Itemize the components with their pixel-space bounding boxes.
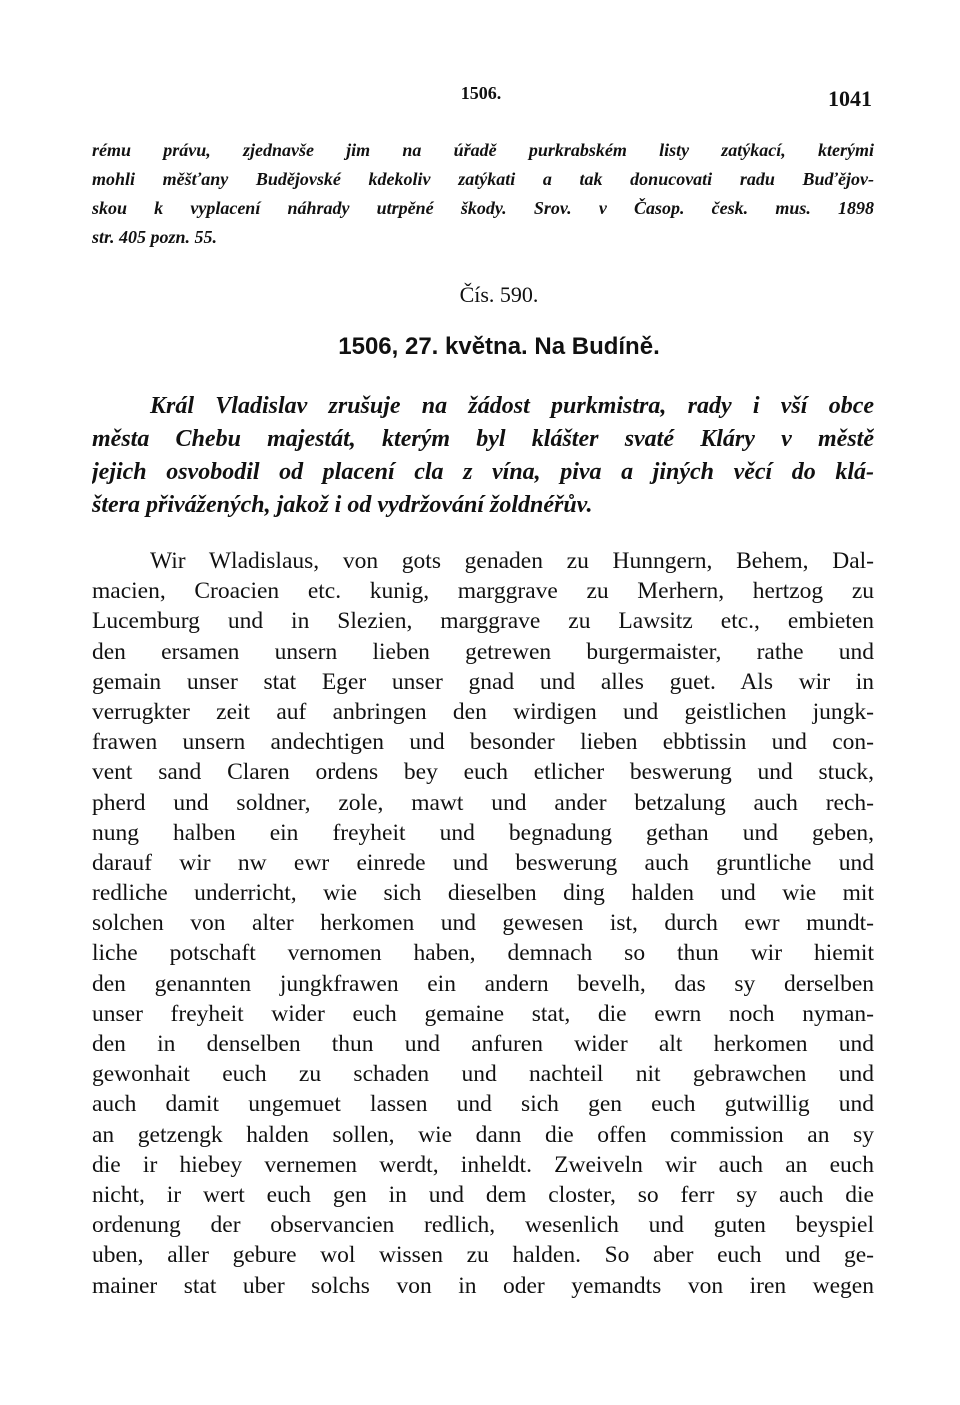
regest-line: Král Vladislav zrušuje na žádost purkmistra, rady i vší obce — [150, 393, 874, 419]
page-number: 1041 — [828, 86, 872, 111]
text-line: mainer stat uber solchs von in oder yemandts von iren wegen — [92, 1272, 874, 1299]
text-line: verrugkter zeit auf anbringen den wirdigen und geistlichen jungk- — [92, 698, 874, 725]
text-line: macien, Croacien etc. kunig, marggrave zu Merhern, hertzog zu — [92, 578, 874, 605]
footnote-line: skou k vyplacení náhrady utrpěné škody. Srov. v Časop. česk. mus. 1898 — [92, 198, 874, 218]
text-line: redliche underricht, wie sich dieselben ding halden und wie mit — [92, 880, 874, 907]
text-line: uben, aller gebure wol wissen zu halden. So aber euch und ge- — [92, 1242, 874, 1269]
text-line: nicht, ir wert euch gen in und dem closter, so ferr sy auch die — [92, 1181, 874, 1208]
text-line: gemain unser stat Eger unser gnad und alles guet. Als wir in — [92, 668, 874, 695]
text-line: nung halben ein freyheit und begnadung gethan und geben, — [92, 819, 874, 846]
footnote-line: mohli měšťany Budějovské kdekoliv zatýkati a tak donucovati radu Buďějov- — [92, 169, 874, 189]
text-line: solchen von alter herkomen und gewesen ist, durch ewr mundt- — [92, 910, 874, 937]
text-line: vent sand Claren ordens bey euch etlicher beswerung und stuck, — [92, 759, 874, 786]
text-line: an getzengk halden sollen, wie dann die offen commission an sy — [92, 1121, 874, 1148]
text-line: Wir Wladislaus, von gots genaden zu Hunngern, Behem, Dal- — [150, 548, 874, 574]
document-text — [92, 546, 874, 1301]
footnote — [92, 136, 874, 252]
regest-line: jejich osvobodil od placení cla z vína, piva a jiných věcí do klá- — [92, 459, 874, 485]
running-head — [90, 80, 872, 110]
document-date-place: 1506, 27. května. Na Budíně. — [338, 333, 660, 360]
regest-summary — [92, 390, 874, 522]
text-line: den in denselben thun und anfuren wider alt herkomen und — [92, 1031, 874, 1057]
regest-line: města Chebu majestát, kterým byl klášter svaté Kláry v městě — [92, 426, 874, 452]
document-number: Čís. 590. — [459, 282, 539, 307]
text-line: liche potschaft vernomen haben, demnach so thun wir hiemit — [92, 940, 874, 967]
text-line: darauf wir nw ewr einrede und beswerung auch gruntliche und — [92, 849, 874, 876]
text-line: gewonhait euch zu schaden und nachteil nit gebrawchen und — [92, 1061, 874, 1088]
footnote-line: rému právu, zjednavše jim na úřadě purkrabském listy zatýkací, kterými — [92, 140, 874, 160]
text-line: auch damit ungemuet lassen und sich gen euch gutwillig und — [92, 1091, 874, 1118]
footnote-line: str. 405 pozn. 55. — [92, 227, 218, 247]
running-head-year: 1506. — [460, 83, 502, 103]
text-line: den ersamen unsern lieben getrewen burgermaister, rathe und — [92, 638, 874, 665]
text-line: die ir hiebey vernemen werdt, inheldt. Zweiveln wir auch an euch — [92, 1151, 874, 1178]
text-line: ordenung der observancien redlich, wesenlich und guten beyspiel — [92, 1212, 874, 1239]
text-line: den genannten jungkfrawen ein andern bevelh, das sy derselben — [92, 970, 874, 997]
text-line: Lucemburg und in Slezien, marggrave zu Lawsitz etc., embieten — [92, 608, 874, 635]
text-line: frawen unsern andechtigen und besonder lieben ebbtissin und con- — [92, 729, 874, 756]
text-line: unser freyheit wider euch gemaine stat, die ewrn noch nyman- — [92, 1000, 874, 1027]
regest-line: štera přivážených, jakož i od vydržování žoldnéřův. — [92, 492, 593, 518]
text-line: pherd und soldner, zole, mawt und ander betzalung auch rech- — [92, 789, 874, 816]
